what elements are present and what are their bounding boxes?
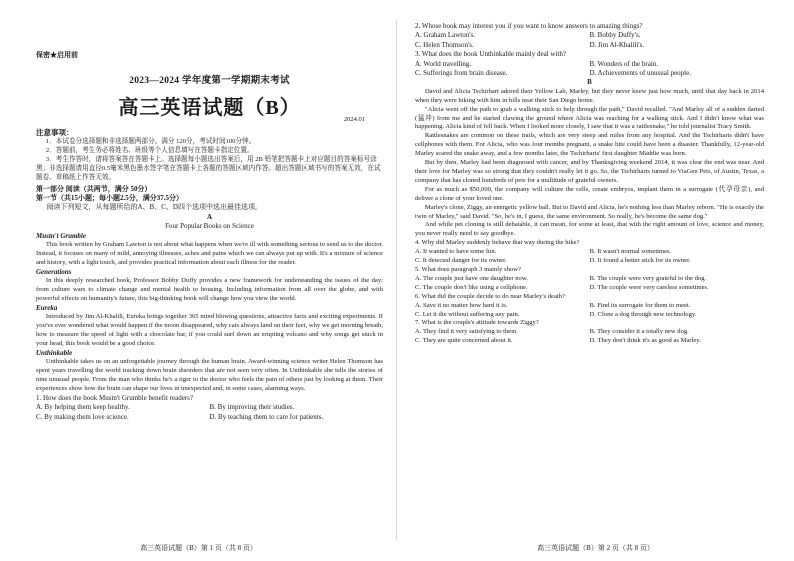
book-title: Unthinkable bbox=[36, 348, 73, 357]
exam-title: 2023—2024 学年度第一学期期末考试 bbox=[129, 76, 290, 86]
option: B. Bobby Duffy's. bbox=[589, 31, 641, 40]
option: D. By teaching them to care for patients. bbox=[209, 412, 324, 421]
note-item: 1．本试卷分选择题和非选择题两部分。满分 120分，考试时间100分钟。 bbox=[45, 138, 256, 145]
option: A. Save it no matter how hard it is. bbox=[415, 301, 508, 309]
option: B. Find its surrogate for them to meet. bbox=[589, 301, 691, 309]
option: D. Jim Al-Khalili's. bbox=[589, 40, 645, 49]
question-options bbox=[36, 403, 383, 422]
question-options bbox=[415, 302, 764, 320]
option: A. World travelling. bbox=[415, 59, 472, 68]
notes-heading: 注意事项： bbox=[36, 128, 74, 137]
option: C. They are quite concerned about it. bbox=[415, 337, 513, 345]
option: A. By helping them keep healthy. bbox=[36, 403, 130, 412]
question-options bbox=[415, 248, 764, 266]
passage-letter: A bbox=[206, 212, 213, 221]
passage-paragraph: "Alicia went off the path to grab a walking stick to help through the path," David recalled. "And Marley all of a sudden darted (猛冲) from me and he started clawing the ground where Alicia was reaching for a walking stick. And I didn't know what was happening. Alicia kind of fell back. When I looked more closely, I saw that it was a rattlesnake," he told journalist Tracy Smith. bbox=[415, 105, 764, 131]
book-title: Mustn't Grumble bbox=[36, 231, 86, 240]
question-stem: 6. What did the couple decide to do near Marley's death? bbox=[415, 292, 565, 300]
section-heading: 第一节（共15小题；每小题2.5分，满分37.5分） bbox=[36, 193, 183, 202]
question-stem: 5. What does paragraph 3 mainly show? bbox=[415, 265, 521, 273]
book-description: Unthinkable takes us on an unforgettable journey through the human brain. Award-winning science writer Helen Thomson has spent years travelling the world tracking down brain disorders that are not seen very often. In Unthinkable she tells the stories of nine unusual people. From the man who thinks he's a tiger to the doctor who feels the pain of others just by looking at them. Their experiences show how the brain can shape our lives in unexpected and, in some cases, alarming ways. bbox=[36, 358, 383, 392]
passage-title: Four Popular Books on Science bbox=[165, 222, 254, 231]
question-options bbox=[415, 31, 764, 50]
passage-letter: B bbox=[587, 78, 592, 87]
exam-date: 2024.01 bbox=[343, 116, 365, 123]
question-options bbox=[415, 275, 764, 293]
question-stem: 7. What is the couple's attitude towards Ziggy? bbox=[415, 319, 539, 327]
confidential-mark: 保密★启用前 bbox=[36, 51, 78, 59]
option: D. Clone a dog through new technology. bbox=[589, 310, 697, 318]
part-heading: 第一部分 阅读（共两节，满分 50分） bbox=[36, 184, 152, 193]
option: C. Let it die without suffering any pain. bbox=[415, 310, 520, 318]
option: C. Sufferings from brain disease. bbox=[415, 69, 508, 78]
passage-paragraph: Marley's clone, Ziggy, an energetic yellow ball. But to David and Alicia, he's nothing less than Marley reborn. "He is exactly the twin of Marley," said David. "So, he's in, I guess, the same environment. So really, he's become the same dog." bbox=[415, 203, 764, 220]
question-options bbox=[415, 328, 764, 346]
page-footer: 高三英语试题（B）第 2 页（共 8 页） bbox=[537, 544, 654, 552]
question-stem: 2. Whose book may interest you if you want to know answers to amazing things? bbox=[415, 22, 643, 30]
option: C. Helen Thomson's. bbox=[415, 40, 474, 49]
option: A. It wanted to have some fun. bbox=[415, 248, 497, 256]
option: D. Achievements of unusual people. bbox=[589, 69, 691, 78]
book-description: Introduced by Jim Al-Khalili, Eureka brings together 365 mind blowing questions, attractive facts and exciting experiments. If you've ever wondered what would happen if the moon disappeared, why cats always land on their feet, why we get morning breath, how to measure the speed of light with a chocolate bar, if you could surf down an erupting volcano and why songs get stuck in your head, this book would be a good choice. bbox=[36, 313, 383, 347]
option: B. Wonders of the brain. bbox=[589, 59, 659, 68]
page-footer: 高三英语试题（B）第 1 页（共 8 页） bbox=[140, 544, 257, 552]
option: C. The couple don't like using a cellphone. bbox=[415, 283, 528, 291]
instructions: 阅读下列短文，从每题所给的A、B、C、D四个选项中选出最佳选项。 bbox=[46, 203, 262, 212]
passage-paragraph: And while pet cloning is still debatable, it can mean, for some at least, that with the right amount of love, science and money, you never really need to say goodbye. bbox=[415, 221, 764, 238]
page-2 bbox=[397, 0, 794, 561]
passage-paragraph: But by then, Marley had been diagnosed with cancer, and by Thanksgiving weekend 2014, it was clear the end was near. And their love for Marley was so strong that they couldn't really let it go. So, the Tschirharts turned to ViaGen Pets, of Austin, Texas, a company that has cloned hundreds of pets for a multitude of grateful owners. bbox=[415, 159, 764, 184]
option: A. The couple just have one daughter now. bbox=[415, 274, 528, 282]
option: B. By improving their studies. bbox=[209, 403, 295, 412]
passage-paragraph: Rattlesnakes are common on these trails, which are very steep and miles from any hospital. And the Tschirharts didn't have cellphones with them. For Alicia, who was four months pregnant, a snake bite could have been a disaster. Thankfully, 12-year-old Marley scared the snake away, and a few months later, the Tschirharts' first daughter Maddie was born. bbox=[415, 132, 764, 158]
book-description: This book written by Graham Lawton is not about what happens when we're ill with something serious to send us to the doctor. Instead, it focuses on many of mild, annoying illnesses, aches and pains which we can always put up with. It's a mixture of science and history, with a light touch, and provides practical information about each illness for the reader. bbox=[36, 240, 383, 266]
option: A. Graham Lawton's. bbox=[415, 31, 475, 40]
option: C. By making them love science. bbox=[36, 412, 129, 421]
question-stem: 1. How does the book Mustn't Grumble benefit readers? bbox=[36, 393, 193, 402]
question-stem: 4. Why did Marley suddenly behave that way during the hike? bbox=[415, 239, 580, 247]
option: B. The couple were very grateful to the dog. bbox=[589, 274, 707, 282]
book-title: Eureka bbox=[36, 303, 58, 312]
option: B. They consider it a totally new dog. bbox=[589, 328, 689, 336]
passage-paragraph: David and Alicia Tschirhart adored their Yellow Lab, Marley, but they never knew just how much, until that day back in 2014 when they were hiking with him in hills near their San Diego home. bbox=[415, 87, 764, 104]
note-item: 2．答题前，考生务必将姓名、班级等个人信息填写在答题卡指定位置。 bbox=[45, 146, 254, 154]
option: D. They don't think it's as good as Marley. bbox=[589, 337, 701, 345]
option: A. They find it very satisfying to them. bbox=[415, 328, 518, 336]
option: D. It found a better stick for its owner. bbox=[589, 257, 691, 265]
question-stem: 3. What does the book Unthinkable mainly deal with? bbox=[415, 50, 566, 59]
option: C. It detected danger for its owner. bbox=[415, 257, 507, 265]
note-item: 3．考生作答时，请将答案答在答题卡上。选择题每小题选出答案后，用 2B 铅笔把答题卡上对应题目的答案标号涂黑；非选择题请用直径0.5毫米黑色墨水签字笔在答题卡上各题的答题区域内作答。超出答题区域书写的答案无效，在试题卷、草稿纸上作答无效。 bbox=[36, 155, 381, 181]
question-options bbox=[415, 60, 764, 79]
paper-title: 高三英语试题（B） bbox=[118, 97, 301, 119]
option: D. The couple were very careless sometimes. bbox=[589, 283, 709, 291]
passage-paragraph: For as much as $50,000, the company will culture the cells, create embryos, implant them in a surrogate (代孕母亲), and deliver a clone of your loved one. bbox=[415, 185, 764, 202]
book-description: In this deeply researched book, Professor Bobby Duffy provides a new framework for understanding the issues of the day: from culture wars to climate change and mental health to housing. Including information from all over the globe, and with powerful effects on humanity's future, this big-thinking book will change how you view the world. bbox=[36, 277, 383, 302]
book-title: Generations bbox=[36, 267, 72, 276]
option: B. It wasn't normal sometimes. bbox=[589, 248, 672, 256]
